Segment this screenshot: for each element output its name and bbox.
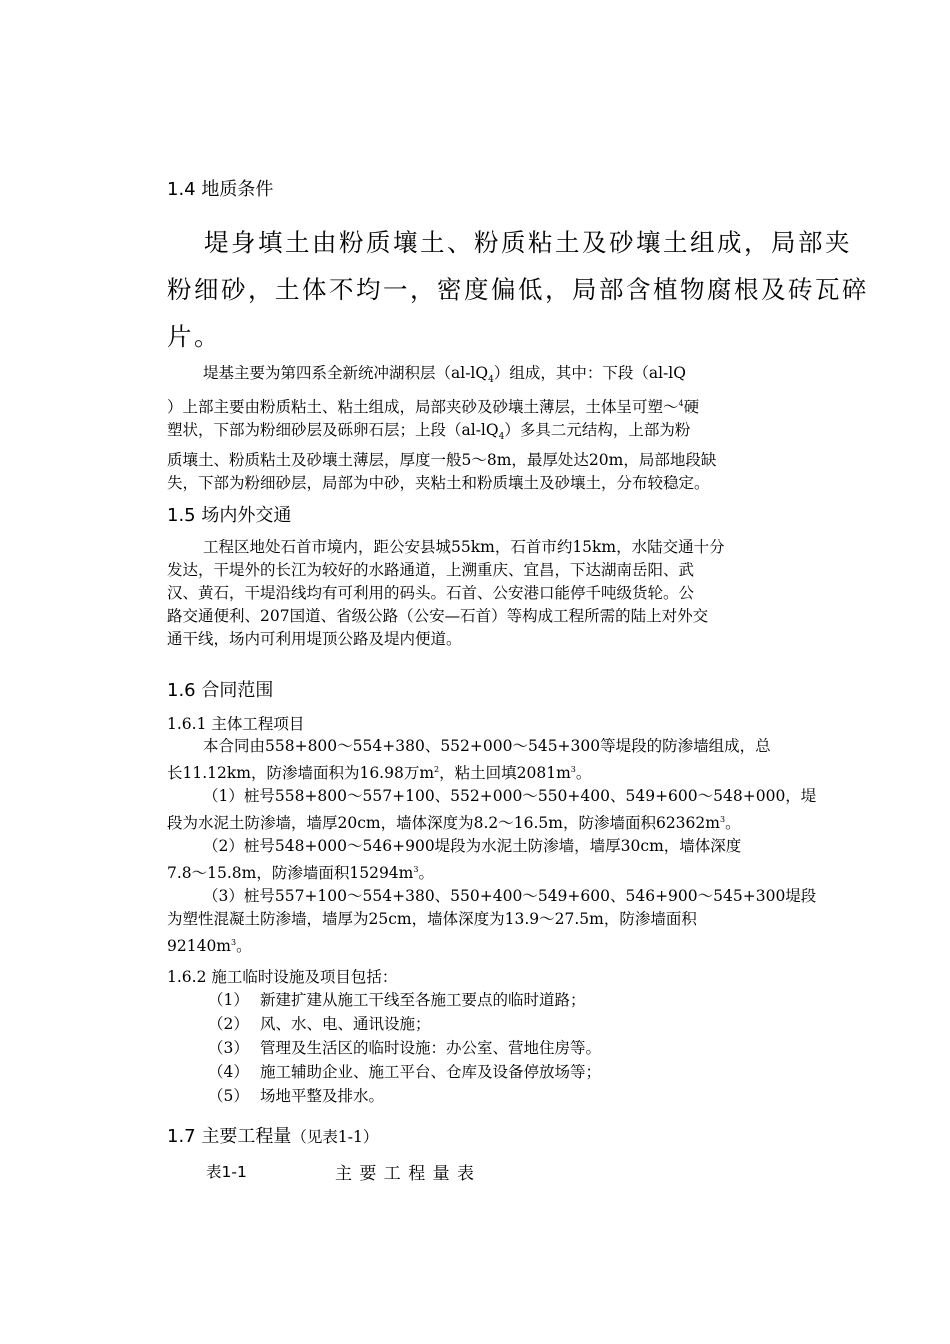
p2-line-3-sub: 4: [498, 432, 505, 443]
contract-line-1: 本合同由558+800～554+380、552+000～545+300等堤段的防渗墙组成，总: [203, 737, 771, 755]
item2-line-2b: 。: [418, 864, 434, 883]
sup-m2: 2: [434, 765, 440, 774]
traffic-line-2: 发达，干堤外的长江为较好的水路通道，上溯重庆、宜昌，下达湖南岳阳、武: [167, 561, 695, 579]
traffic-line-5: 通干线，场内可利用堤顶公路及堤内便道。: [167, 630, 462, 648]
p2-line-3: 塑状，下部为粉细砂层及砾卵石层；上段（al-lQ: [167, 421, 499, 440]
item2-sup: 3: [413, 865, 419, 875]
traffic-line-3: 汉、黄石，干堤沿线均有可利用的码头。石首、公安港口能停千吨级货轮。公: [167, 584, 695, 602]
paragraph-foundation: [167, 362, 835, 495]
traffic-line-1: 工程区地处石首市境内，距公安县城55km，石首市约15km，水陆交通十分: [203, 538, 725, 556]
table-title: 主 要 工 程 量 表: [335, 1164, 476, 1184]
section-heading-1-5: 1.5 场内外交通: [167, 505, 292, 526]
item3-line-3a: 92140m: [167, 937, 232, 956]
item1-sup: 3: [719, 815, 726, 825]
section-heading-1-7: [167, 1122, 378, 1148]
list-item: [208, 988, 586, 1010]
p2-line-2b: 硬: [683, 398, 700, 417]
p2-line-2: ）上部主要由粉质粘土、粘土组成，局部夹砂及砂壤土薄层，土体呈可塑～: [167, 398, 679, 417]
list-item-text: 施工辅助企业、施工平台、仓库及设备停放场等；: [260, 1063, 602, 1081]
subheading-1-6-2: 1.6.2 施工临时设施及项目包括：: [167, 968, 398, 986]
paragraph-traffic: [167, 536, 835, 651]
large-paragraph-line-3: 片。: [167, 322, 221, 351]
list-item: [208, 1060, 601, 1082]
traffic-line-4: 路交通便利、207国道、省级公路（公安—石首）等构成工程所需的陆上对外交: [167, 607, 709, 625]
p2-line-1-sub: 4: [488, 375, 494, 386]
subheading-1-6-1: 1.6.1 主体工程项目: [167, 715, 305, 733]
list-item-number: （4）: [208, 1063, 249, 1081]
list-item-text: 新建扩建从施工干线至各施工要点的临时道路；: [260, 991, 586, 1009]
item3-line-1: （3）桩号557+100～554+380、550+400～549+600、546+900～545+300堤段: [203, 887, 817, 906]
section-heading-1-6: 1.6 合同范围: [167, 680, 274, 701]
list-item-number: （5）: [208, 1087, 249, 1105]
large-paragraph-line-1: 堤身填土由粉质壤土、粉质粘土及砂壤土组成，局部夹: [204, 228, 852, 257]
list-item: [208, 1036, 601, 1058]
p2-line-1: 堤基主要为第四系全新统冲湖积层（al-lQ: [203, 364, 489, 382]
item1-line-2a: 段为水泥土防渗墙，墙厚20cm，墙体深度为8.2～16.5m，防渗墙面积62362m: [167, 814, 720, 833]
list-item: [208, 1012, 431, 1034]
item2-line-2a: 7.8～15.8m，防渗墙面积15294m: [167, 864, 414, 883]
item3-line-2: 为塑性混凝土防渗墙，墙厚为25cm，墙体深度为13.9～27.5m，防渗墙面积: [167, 910, 697, 929]
heading-1-7-text: 1.7 主要工程量: [167, 1126, 292, 1147]
paragraph-contract: [167, 735, 835, 959]
p2-line-5: 失，下部为粉细砂层，局部为中砂，夹粘土和粉质壤土及砂壤土，分布较稳定。: [167, 474, 710, 493]
contract-line-2b: ，粘土回填2081m: [439, 764, 571, 783]
item2-line-1: （2）桩号548+000～546+900堤段为水泥土防渗墙，墙厚30cm，墙体深度: [203, 837, 742, 856]
list-item-number: （2）: [208, 1015, 249, 1033]
list-item-number: （1）: [208, 991, 249, 1009]
list-item-number: （3）: [208, 1039, 249, 1057]
sup-m3: 3: [570, 765, 576, 774]
p2-line-2-sup: 4: [678, 399, 684, 409]
item1-line-1: （1）桩号558+800～557+100、552+000～550+400、549+600～548+000，堤: [203, 787, 817, 806]
item1-line-2b: 。: [725, 814, 741, 833]
heading-1-7-note: （见表1-1）: [291, 1128, 379, 1146]
contract-line-2a: 长11.12km，防渗墙面积为16.98万m: [167, 764, 435, 783]
item3-sup: 3: [231, 938, 237, 948]
p2-line-1b: ）组成，其中：下段（al-lQ: [493, 364, 686, 382]
contract-line-2c: 。: [575, 764, 592, 783]
table-label: 表1-1: [206, 1163, 247, 1181]
item3-line-3b: 。: [236, 937, 252, 956]
large-paragraph-line-2: 粉细砂，土体不均一，密度偏低，局部含植物腐根及砖瓦碎: [167, 275, 869, 304]
p2-line-4: 质壤土、粉质粘土及砂壤土薄层，厚度一般5～8m，最厚处达20m，局部地段缺: [167, 451, 717, 470]
list-item-text: 风、水、电、通讯设施；: [260, 1015, 431, 1033]
list-item: [208, 1084, 384, 1106]
list-item-text: 场地平整及排水。: [260, 1087, 385, 1105]
p2-line-3b: ）多具二元结构，上部为粉: [504, 421, 691, 440]
section-heading-1-4: 1.4 地质条件: [167, 179, 274, 200]
list-item-text: 管理及生活区的临时设施：办公室、营地住房等。: [260, 1039, 602, 1057]
